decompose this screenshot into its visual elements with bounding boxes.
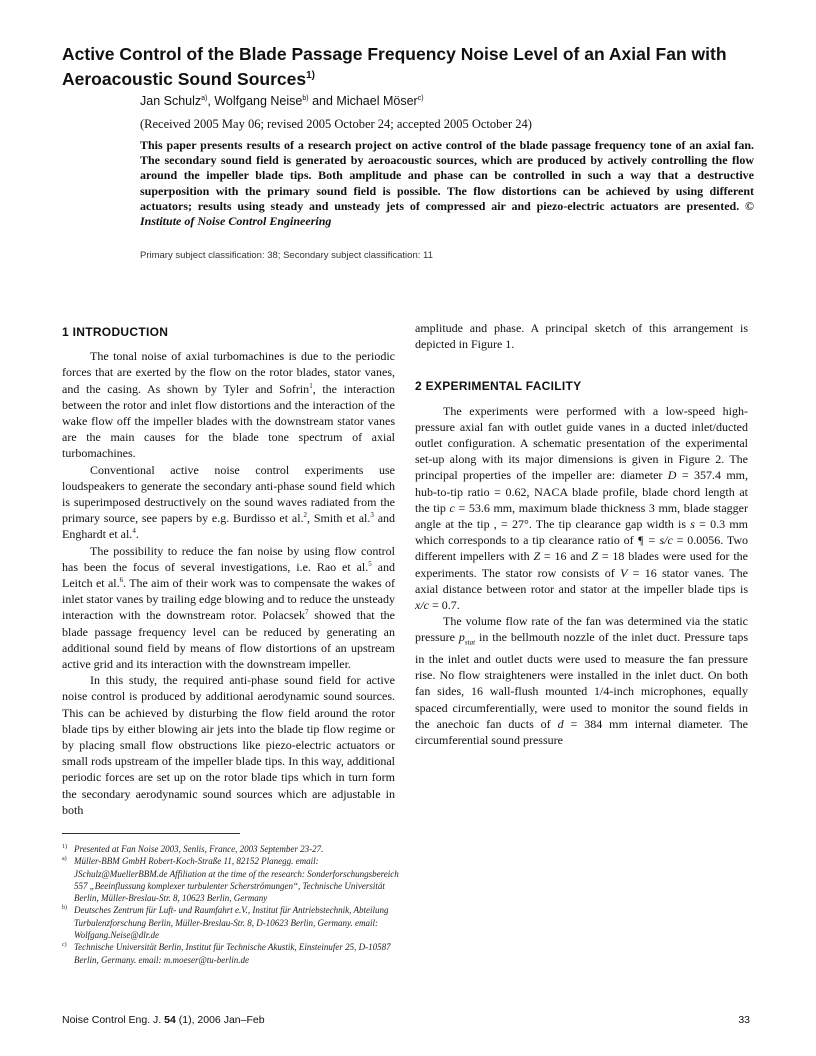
paragraph bbox=[415, 613, 748, 748]
footnote bbox=[62, 904, 402, 941]
text-run: and Enghardt et al. bbox=[62, 511, 396, 542]
footnote-marker: 1) bbox=[62, 844, 67, 850]
text-run: = 0.0056. Two different impellers with bbox=[415, 533, 748, 564]
author-affiliation-marker: b) bbox=[302, 94, 309, 102]
citation-ref: 6 bbox=[119, 576, 124, 585]
text-run: , Smith et al. bbox=[307, 511, 371, 526]
received-dates: (Received 2005 May 06; revised 2005 October 24; accepted 2005 October 24) bbox=[140, 117, 532, 131]
paragraph: amplitude and phase. A principal sketch of this arrangement is depicted in Figure 1. bbox=[415, 321, 748, 352]
subject-classification: Primary subject classification: 38; Secondary subject classification: 11 bbox=[140, 250, 433, 261]
footnote-divider bbox=[62, 833, 240, 834]
journal-issue: (1), 2006 Jan–Feb bbox=[175, 1014, 265, 1026]
text-run: in the bellmouth nozzle of the inlet duct. Pressure taps in the inlet and outlet ducts were used to measure the fan pressure rise. No flow straighteners were installed in the inlet duct. On both fan sides, 16 wall-flush mounted 1/4-inch microphones, equally spaced circumferentially, were used to monitor the sound fields in the anechoic fan ducts of bbox=[415, 630, 748, 731]
text-run: The volume flow rate of the fan was determined via the static pressure bbox=[415, 614, 748, 645]
text-run: = 18 blades were used for the experiments. The stator row consists of bbox=[415, 549, 748, 580]
text-run: = 16 and bbox=[540, 549, 592, 564]
author-separator: and bbox=[308, 94, 337, 108]
footnote-text: Technische Universität Berlin, Institut für Technische Akustik, Einsteinufer 25, D-10587 Berlin, Germany. email: m.moeser@tu-berlin.de bbox=[74, 942, 391, 965]
math-symbol: s bbox=[690, 517, 695, 532]
footnote bbox=[62, 941, 402, 966]
paragraph bbox=[415, 403, 748, 614]
paragraph bbox=[62, 543, 395, 673]
footnote-text: Presented at Fan Noise 2003, Senlis, France, 2003 September 23-27. bbox=[74, 844, 324, 854]
citation-ref: 3 bbox=[370, 511, 374, 520]
author-name: Michael Möser bbox=[336, 94, 418, 108]
article-title bbox=[62, 44, 762, 90]
journal-citation bbox=[62, 1014, 265, 1026]
page-number: 33 bbox=[738, 1014, 750, 1026]
text-run: The tonal noise of axial turbomachines is due to the periodic forces that are exerted by the flow on the rotor blades, stator vanes, and the casing. As shown by Tyler and Sofrin bbox=[62, 349, 395, 396]
math-symbol: Z bbox=[533, 549, 541, 564]
author-list bbox=[140, 94, 424, 108]
abstract-text: This paper presents results of a research project on active control of the blade passage frequency tone of an axial fan. The secondary sound field is generated by aeroacoustic sources, which are produced by actively controlling the flow around the impeller blade tips. Both amplitude and phase can be controlled in such a way that a destructive superposition with the primary sound field is possible. The flow distortions can be achieved by using different actuators; results using steady and unsteady jets of compressed air and piezo-electric actuators are presented. bbox=[140, 138, 754, 213]
author-separator: , bbox=[207, 94, 215, 108]
citation-ref: 1 bbox=[309, 381, 313, 390]
text-run: The possibility to reduce the fan noise by using flow control has been the focus of several investigations, i.e. Rao et al. bbox=[62, 543, 395, 574]
math-symbol: ¶ = s/c bbox=[637, 533, 673, 548]
footnote-text: Müller-BBM GmbH Robert-Koch-Straße 11, 82152 Planegg. email: JSchulz@MuellerBBM.de Affiliation at the time of the research: Sonderforschungsbereich 557 „Beeinflussung komplexer turbulenter Scherströmungen“, Technische Universität Berlin, Müller-Breslau-Str. 8, 10623 Berlin, Germany bbox=[74, 856, 399, 904]
citation-ref: 2 bbox=[303, 511, 308, 520]
math-symbol: p bbox=[458, 630, 465, 645]
paragraph: In this study, the required anti-phase sound field for active noise control is produced by additional aerodynamic sound sources. This can be achieved by disturbing the flow field around the rotor blade tips by either blowing air jets into the blade tip flow regime or by placing small flow obstructions like piezo-electric actuators or small rods upstream of the impeller blade tips. In this way, additional periodic forces are set up on the rotor blade tips which in turn form the secondary aerodynamic sound sources which are adjustable in both bbox=[62, 673, 395, 817]
section-heading-experimental-facility: 2 EXPERIMENTAL FACILITY bbox=[415, 379, 582, 394]
text-run: The experiments were performed with a low-speed high-pressure axial fan with outlet guide vanes in a ducted inlet/ducted outlet configuration. A schematic presentation of the experimental set-up along with its major dimensions is given in Figure 2. The principal properties of the impeller are: diameter bbox=[415, 403, 748, 483]
math-symbol: V bbox=[620, 565, 628, 580]
text-run: = 357.4 mm, hub-to-tip ratio = 0.62, NACA blade profile, blade chord length at the tip bbox=[415, 468, 749, 515]
text-run: , the interaction between the rotor and inlet flow distortions and the interaction of the wake flow off the impeller blades with the downstream stator vanes are the main causes for the blade tone spectrum of axial turbomachines. bbox=[62, 381, 395, 461]
journal-volume: 54 bbox=[164, 1014, 176, 1026]
math-symbol: D bbox=[667, 468, 677, 483]
author-name: Jan Schulz bbox=[140, 94, 202, 108]
text-run: = 0.3 mm which corresponds to a tip clearance ratio of bbox=[415, 517, 748, 548]
text-run: = 53.6 mm, maximum blade thickness 3 mm, blade stagger angle at the tip , = 27°. The tip clearance gap width is bbox=[415, 500, 748, 532]
author-affiliation-marker: c) bbox=[417, 94, 424, 102]
journal-name: Noise Control Eng. J. bbox=[62, 1014, 165, 1026]
text-run: . bbox=[135, 527, 139, 542]
math-symbol: x/c bbox=[415, 598, 429, 613]
text-run: . The aim of their work was to compensate the wakes of inlet stator vanes by trailing edge blowing and to reduce the unsteady interaction with the downstream rotor. Polacsek bbox=[62, 576, 395, 623]
text-run: Conventional active noise control experiments use loudspeakers to generate the secondary anti-phase sound field which is superimposed destructively on the sound waves radiated from the primary source, see papers by e.g. Burdisso et al. bbox=[62, 462, 395, 526]
footnote-marker: b) bbox=[62, 905, 67, 912]
footnote-marker: a) bbox=[62, 856, 67, 863]
math-symbol: Z bbox=[591, 549, 599, 564]
text-run: and Leitch et al. bbox=[62, 559, 396, 591]
text-run: = 16 stator vanes. The axial distance between rotor and stator at the impeller blade tips is bbox=[415, 565, 748, 596]
footnote-text: Deutsches Zentrum für Luft- und Raumfahrt e.V., Institut für Antriebstechnik, Abteilung Turbulenzforschung Berlin, Müller-Breslau-Str. 8, D-10623 Berlin, Germany. email: Wolfgang.Neise@dlr.de bbox=[74, 905, 389, 941]
left-column bbox=[62, 324, 395, 818]
text-run: = 384 mm internal diameter. The circumferential sound pressure bbox=[415, 716, 748, 748]
footnote bbox=[62, 843, 402, 855]
math-subscript: stat bbox=[464, 638, 476, 647]
author-affiliation-marker: a) bbox=[201, 94, 208, 102]
paragraph bbox=[62, 348, 395, 461]
paragraph bbox=[62, 462, 395, 543]
citation-ref: 7 bbox=[304, 608, 309, 617]
math-symbol: c bbox=[449, 500, 455, 515]
section-heading-introduction: 1 INTRODUCTION bbox=[62, 325, 169, 339]
author-name: Wolfgang Neise bbox=[214, 94, 303, 108]
math-symbol: d bbox=[557, 716, 564, 731]
title-text: Active Control of the Blade Passage Frequency Noise Level of an Axial Fan with Aeroacoustic Sound Sources bbox=[62, 44, 727, 89]
abstract bbox=[140, 138, 754, 229]
right-column bbox=[415, 320, 748, 748]
text-run: showed that the blade passage frequency level can be reduced by generating an additional sound field by means of flow distortions of an upstream active grid and its interaction with the downstream impeller. bbox=[62, 608, 395, 672]
text-run: = 0.7. bbox=[429, 598, 460, 613]
abstract-copyright: © Institute of Noise Control Engineering bbox=[140, 198, 754, 229]
footnote bbox=[62, 855, 402, 904]
citation-ref: 4 bbox=[132, 527, 136, 536]
footnote-marker: c) bbox=[62, 942, 67, 949]
footnotes bbox=[62, 843, 402, 966]
title-footnote-marker: 1) bbox=[306, 70, 315, 81]
citation-ref: 5 bbox=[368, 559, 372, 568]
section-spacer bbox=[415, 352, 748, 378]
